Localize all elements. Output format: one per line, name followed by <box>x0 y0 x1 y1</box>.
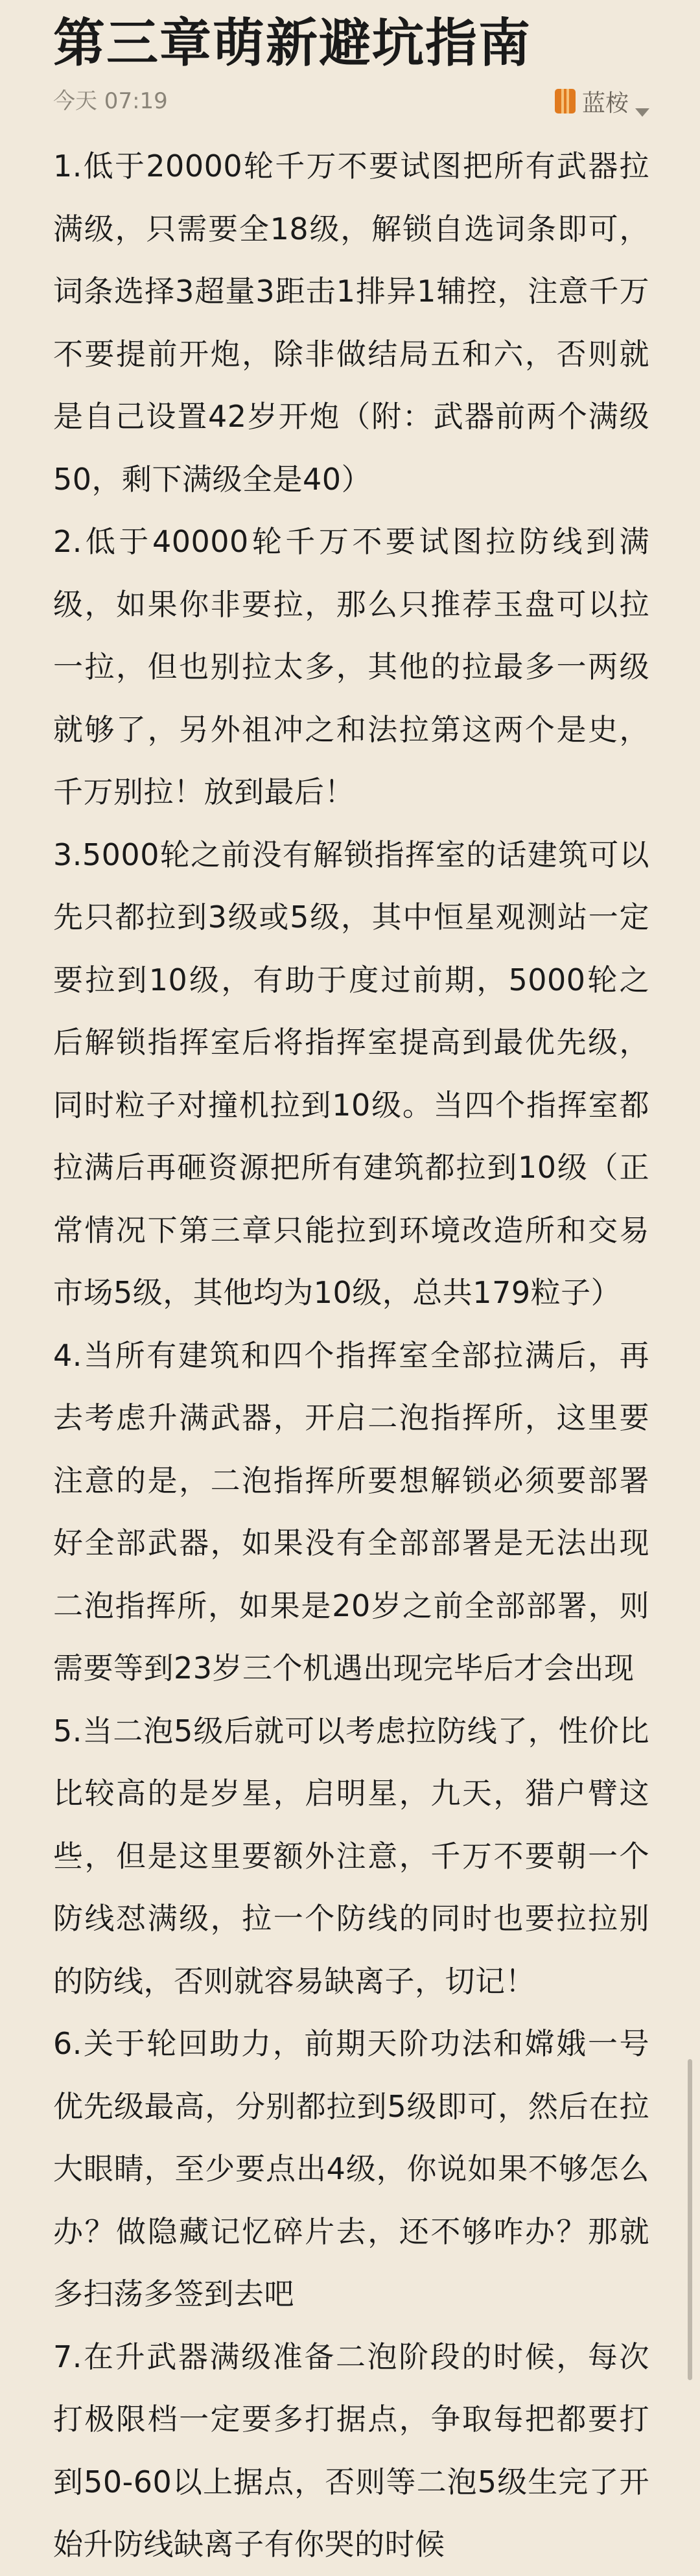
note-paragraph-5: 5.当二泡5级后就可以考虑拉防线了，性价比比较高的是岁星，启明星，九天，猎户臂这些，但是这里要额外注意，千万不要朝一个防线怼满级，拉一个防线的同时也要拉拉别的防线，否则就容易缺离子，切记！ <box>53 1713 649 1999</box>
chevron-down-icon <box>635 97 649 106</box>
note-paragraph-1: 1.低于20000轮千万不要试图把所有武器拉满级，只需要全18级，解锁自选词条即可，词条选择3超量3距击1排异1辅控，注意千万不要提前开炮，除非做结局五和六，否则就是自己设置42岁开炮（附：武器前两个满级50，剩下满级全是40） <box>53 149 649 497</box>
note-paragraph-2: 2.低于40000轮千万不要试图拉防线到满级，如果你非要拉，那么只推荐玉盘可以拉一拉，但也别拉太多，其他的拉最多一两级就够了，另外祖冲之和法拉第这两个是史，千万别拉！放到最后！ <box>53 524 649 809</box>
note-body[interactable] <box>53 135 649 2576</box>
scrollbar[interactable] <box>688 2059 692 2380</box>
note-paragraph-7: 7.在升武器满级准备二泡阶段的时候，每次打极限档一定要多打据点，争取每把都要打到50-60以上据点，否则等二泡5级生完了开始升防线缺离子有你哭的时候 <box>53 2339 649 2562</box>
note-paragraph-6: 6.关于轮回助力，前期天阶功法和嫦娥一号优先级最高，分别都拉到5级即可，然后在拉大眼睛，至少要点出4级，你说如果不够怎么办？做隐藏记忆碎片去，还不够咋办？那就多扫荡多签到去吧 <box>53 2026 649 2311</box>
folder-selector[interactable] <box>555 86 649 117</box>
note-meta <box>53 80 649 123</box>
note-paragraph-3: 3.5000轮之前没有解锁指挥室的话建筑可以先只都拉到3级或5级，其中恒星观测站一定要拉到10级，有助于度过前期，5000轮之后解锁指挥室后将指挥室提高到最优先级，同时粒子对撞机拉到10级。当四个指挥室都拉满后再砸资源把所有建筑都拉到10级（正常情况下第三章只能拉到环境改造所和交易市场5级，其他均为10级，总共179粒子） <box>53 837 649 1310</box>
folder-icon <box>555 89 576 113</box>
note-paragraph-4: 4.当所有建筑和四个指挥室全部拉满后，再去考虑升满武器，开启二泡指挥所，这里要注意的是，二泡指挥所要想解锁必须要部署好全部武器，如果没有全部部署是无法出现二泡指挥所，如果是20岁之前全部部署，则需要等到23岁三个机遇出现完毕后才会出现 <box>53 1337 649 1686</box>
folder-name: 蓝桉 <box>581 89 629 117</box>
note-title: 第三章萌新避坑指南 <box>53 13 531 73</box>
note-timestamp: 今天 07:19 <box>53 88 168 114</box>
